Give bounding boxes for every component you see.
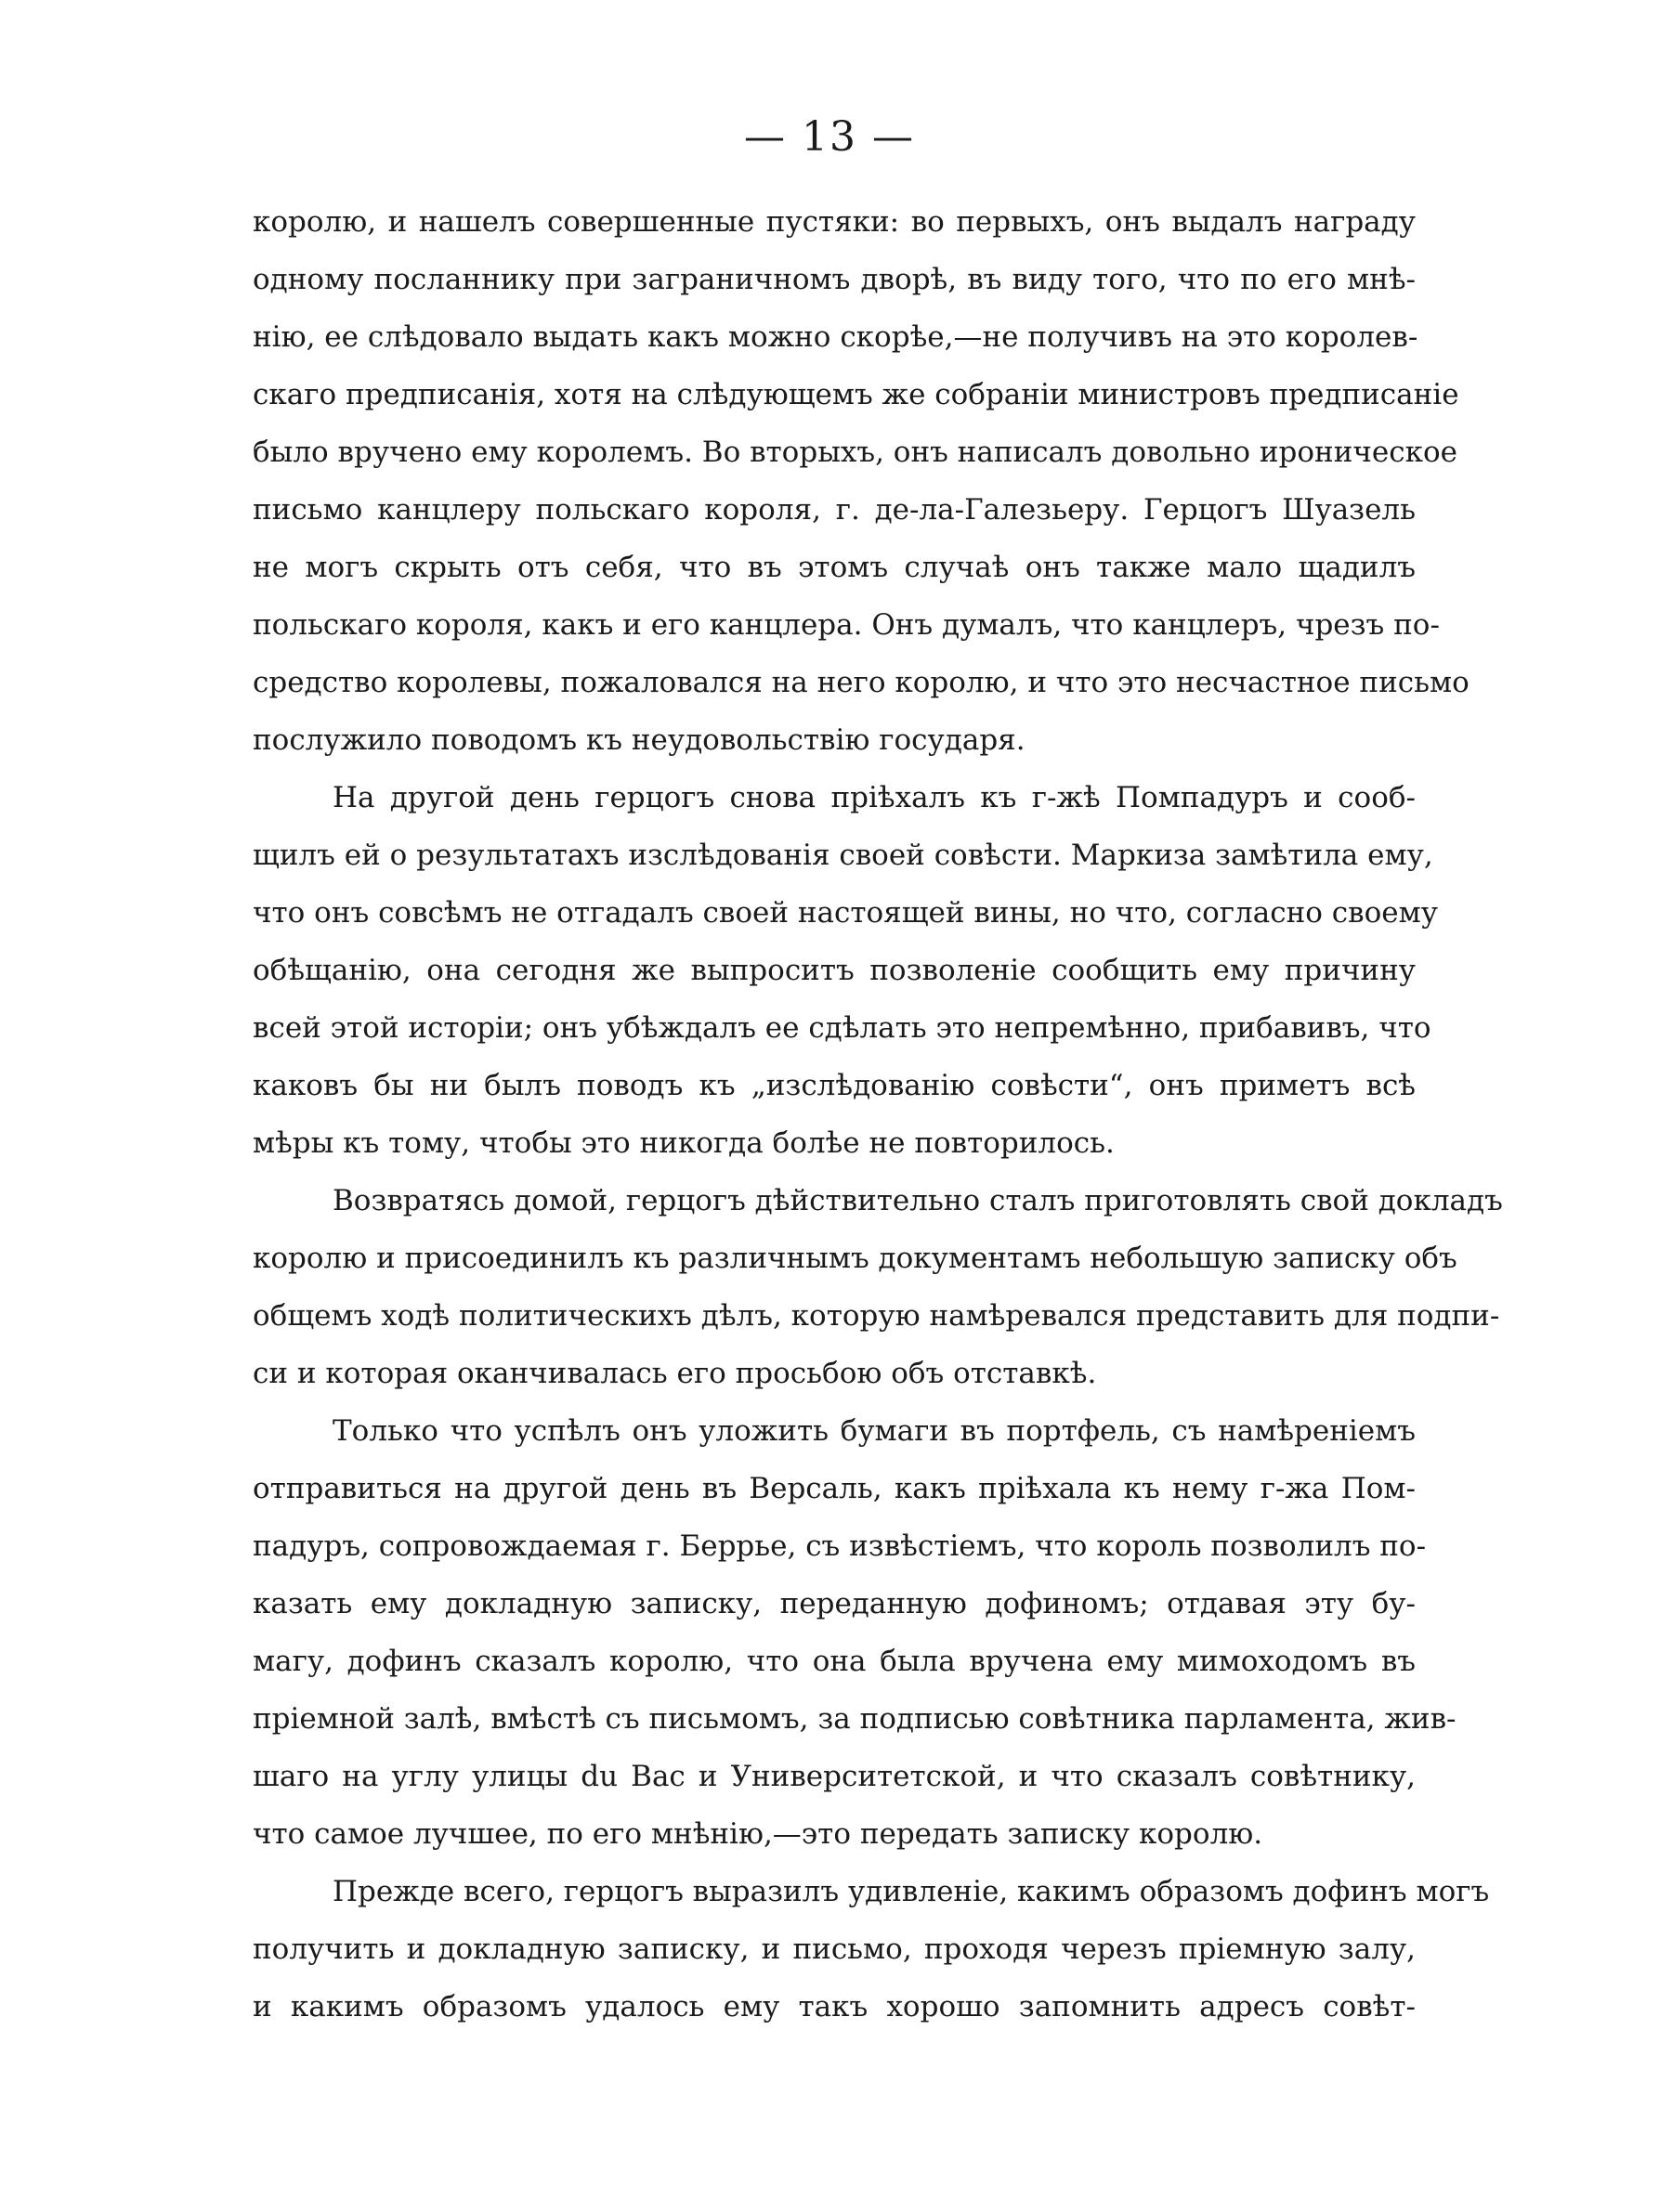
text-line: На другой день герцогъ снова пріѣхалъ къ г-жѣ Помпадуръ и сооб- [333,781,1416,814]
paragraph [253,1402,1457,1863]
page-number: — 13 — [744,113,915,161]
text-line: послужило поводомъ къ неудовольствію государя. [253,723,1025,757]
text-line: общемъ ходѣ политическихъ дѣлъ, которую намѣревался представить для подпи- [253,1299,1500,1333]
text-line: королю, и нашелъ совершенные пустяки: во первыхъ, онъ выдалъ награду [253,205,1416,239]
text-line: что онъ совсѣмъ не отгадалъ своей настоящей вины, но что, согласно своему [253,896,1438,930]
text-line: отправиться на другой день въ Версаль, какъ пріѣхала къ нему г-жа Пом- [253,1472,1416,1505]
text-line: обѣщанію, она сегодня же выпроситъ позволеніе сообщить ему причину [253,954,1416,987]
text-line: скаго предписанія, хотя на слѣдующемъ же собраніи министровъ предписаніе [253,378,1459,411]
text-line: нію, ее слѣдовало выдать какъ можно скорѣе,—не получивъ на это королев- [253,320,1418,354]
paragraph [253,1172,1503,1402]
text-line: падуръ, сопровождаемая г. Беррье, съ извѣстіемъ, что король позволилъ по- [253,1529,1427,1563]
text-line: шаго на углу улицы du Bac и Университетской, и что сказалъ совѣтнику, [253,1760,1416,1793]
text-line: королю и присоединилъ къ различнымъ документамъ небольшую записку объ [253,1242,1457,1275]
text-line: мѣры къ тому, чтобы это никогда болѣе не повторилось. [253,1126,1115,1160]
text-line: польскаго короля, какъ и его канцлера. Онъ думалъ, что канцлеръ, чрезъ по- [253,608,1440,642]
body-text [253,193,1503,2036]
text-line: Прежде всего, герцогъ выразилъ удивленіе, какимъ образомъ дофинъ могъ [333,1875,1490,1908]
paragraph [253,1863,1490,2036]
text-line: казать ему докладную записку, переданную дофиномъ; отдавая эту бу- [253,1587,1416,1620]
paragraph [253,193,1470,769]
text-line: одному посланнику при заграничномъ дворѣ, въ виду того, что по его мнѣ- [253,263,1416,296]
text-line: си и которая оканчивалась его просьбою объ отставкѣ. [253,1357,1097,1390]
text-line: магу, дофинъ сказалъ королю, что она была вручена ему мимоходомъ въ [253,1645,1416,1678]
text-line: всей этой исторіи; онъ убѣждалъ ее сдѣлать это непремѣнно, прибавивъ, что [253,1011,1431,1045]
text-line: Возвратясь домой, герцогъ дѣйствительно сталъ приготовлять свой докладъ [333,1184,1503,1217]
text-line: было вручено ему королемъ. Во вторыхъ, онъ написалъ довольно ироническое [253,436,1457,469]
text-line: письмо канцлеру польскаго короля, г. де-ла-Галезьеру. Герцогъ Шуазель [253,493,1416,527]
text-line: получить и докладную записку, и письмо, проходя черезъ пріемную залу, [253,1932,1416,1966]
text-line: средство королевы, пожаловался на него королю, и что это несчастное письмо [253,666,1470,699]
text-line: что самое лучшее, по его мнѣнію,—это передать записку королю. [253,1817,1263,1851]
text-line: щилъ ей о результатахъ изслѣдованія своей совѣсти. Маркиза замѣтила ему, [253,839,1433,872]
text-line: пріемной залѣ, вмѣстѣ съ письмомъ, за подписью совѣтника парламента, жив- [253,1702,1457,1736]
text-line: не могъ скрыть отъ себя, что въ этомъ случаѣ онъ также мало щадилъ [253,551,1416,584]
paragraph [253,769,1438,1172]
text-line: Только что успѣлъ онъ уложить бумаги въ портфель, съ намѣреніемъ [333,1414,1416,1448]
text-line: и какимъ образомъ удалось ему такъ хорошо запомнить адресъ совѣт- [253,1990,1416,2023]
text-line: каковъ бы ни былъ поводъ къ „изслѣдованію совѣсти“, онъ приметъ всѣ [253,1069,1416,1102]
